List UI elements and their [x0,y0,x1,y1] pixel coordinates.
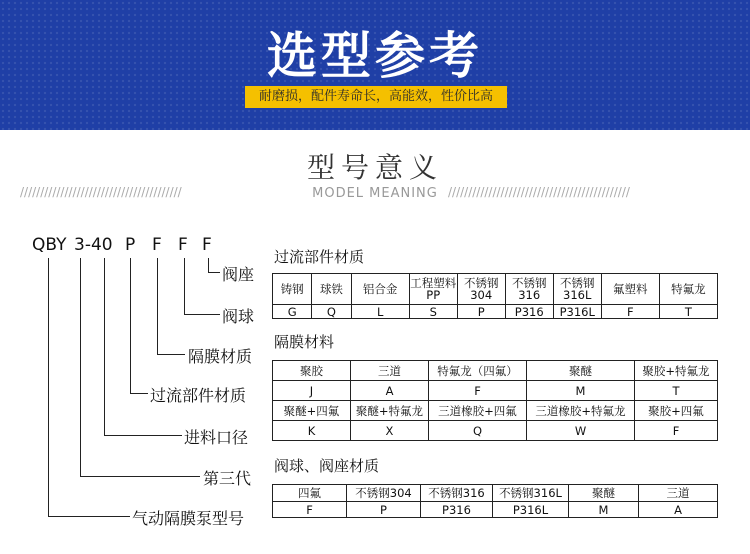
table-cell: 不锈钢316L [553,274,601,305]
table-cell: F [429,381,527,401]
label-valve-ball: 阀球 [222,307,255,326]
code-caliber: 3-40 [74,235,113,255]
decor-slashes-left: //////////////////////////////////////// [20,185,182,199]
table-cell: 不锈钢304 [347,485,421,502]
table-cell: A [351,381,429,401]
code-wetted-material: P [125,235,136,255]
table-cell: X [351,421,429,441]
banner-subtitle: 耐磨损，配件寿命长，高能效，性价比高 [245,86,507,108]
code-diaphragm: F [152,235,162,255]
table-cell: 三道橡胶+四氟 [429,401,527,421]
code-seat: F [202,235,212,255]
table-cell: 特氟龙 [659,274,717,305]
table-cell: 不锈钢316L [493,485,569,502]
bracket-line [48,516,130,517]
table-cell: M [569,502,639,518]
table-cell: 聚胶+四氟 [635,401,718,421]
table-cell: 特氟龙（四氟） [429,361,527,381]
section-title: 型号意义 [306,151,443,184]
bracket-line [80,258,81,477]
table-cell: P316 [505,305,553,319]
table-cell: 铝合金 [351,274,409,305]
bracket-line [130,393,148,394]
table-cell: P316 [421,502,493,518]
table-cell: F [601,305,659,319]
table-cell: 铸钢 [273,274,312,305]
table-cell: 不锈钢316 [421,485,493,502]
table-cell: P [457,305,505,319]
bracket-line [80,476,200,477]
bracket-line [184,314,220,315]
table-cell: 三道 [639,485,718,502]
code-ball: F [178,235,188,255]
decor-slashes-right: ///////////////////////////////////////////// [448,185,630,199]
label-pump-model: 气动隔膜泵型号 [132,509,245,528]
table2-title: 隔膜材料 [274,333,335,351]
bracket-line [130,258,131,394]
bracket-line [184,258,185,315]
table-cell: F [273,502,347,518]
header-banner [0,0,750,130]
label-inlet-caliber: 进料口径 [184,428,249,447]
table-cell: K [273,421,351,441]
wetted-material-table [272,273,718,319]
table-cell: P [347,502,421,518]
bracket-line [104,435,182,436]
table3-title: 阀球、阀座材质 [274,457,380,475]
table-cell: 球铁 [312,274,351,305]
bracket-line [208,272,220,273]
table-cell: 三道 [351,361,429,381]
table-cell: 工程塑料PP [409,274,457,305]
table-cell: Q [429,421,527,441]
bracket-line [157,258,158,355]
table-cell: P316L [493,502,569,518]
table-cell: W [527,421,635,441]
ball-seat-material-table [272,484,718,518]
table-cell: P316L [553,305,601,319]
table-cell: T [659,305,717,319]
table-cell: 聚醚+特氟龙 [351,401,429,421]
label-generation: 第三代 [203,469,252,488]
table-cell: 聚醚+四氟 [273,401,351,421]
table-cell: 聚胶+特氟龙 [635,361,718,381]
table-cell: 不锈钢316 [505,274,553,305]
label-valve-seat: 阀座 [222,265,255,284]
table-cell: T [635,381,718,401]
label-wetted-material: 过流部件材质 [150,386,247,405]
table-cell: 氟塑料 [601,274,659,305]
table1-title: 过流部件材质 [274,248,365,266]
diaphragm-material-table [272,360,718,441]
table-cell: A [639,502,718,518]
section-english-title: MODEL MEANING [312,186,438,201]
table-cell: M [527,381,635,401]
bracket-line [48,258,49,517]
table-cell: 不锈钢304 [457,274,505,305]
table-cell: L [351,305,409,319]
code-series: QBY [32,235,67,255]
table-cell: 聚胶 [273,361,351,381]
table-cell: G [273,305,312,319]
bracket-line [157,354,185,355]
table-cell: J [273,381,351,401]
label-diaphragm-material: 隔膜材质 [188,347,253,366]
table-cell: S [409,305,457,319]
bracket-line [104,258,105,436]
table-cell: 三道橡胶+特氟龙 [527,401,635,421]
table-cell: Q [312,305,351,319]
table-cell: 聚醚 [569,485,639,502]
bracket-line [208,258,209,273]
banner-title: 选型参考 [267,27,483,85]
table-cell: 聚醚 [527,361,635,381]
table-cell: 四氟 [273,485,347,502]
table-cell: F [635,421,718,441]
